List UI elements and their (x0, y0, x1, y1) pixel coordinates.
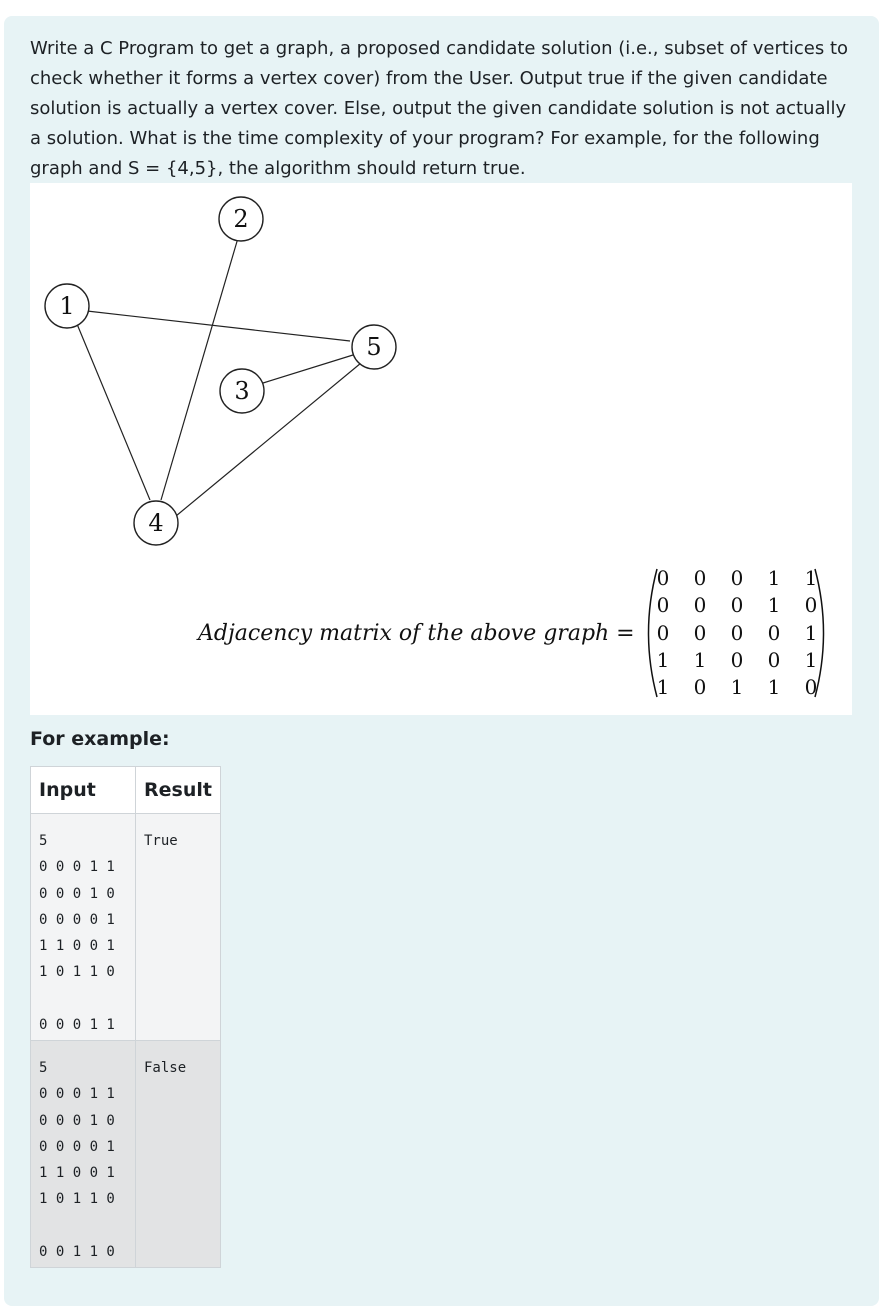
matrix-cell: 0 (730, 593, 744, 617)
matrix-cell: 1 (656, 648, 670, 672)
example-input: 5 0 0 0 1 1 0 0 0 1 0 0 0 0 0 1 1 1 0 0 1 1 0 1 1 0 0 0 1 1 0 (39, 1060, 115, 1261)
matrix-cell: 0 (804, 675, 818, 699)
graph-node-label-5: 5 (366, 333, 382, 361)
graph-diagram (30, 183, 852, 715)
column-header-result: Result (136, 767, 221, 814)
graph-node-label-2: 2 (233, 205, 249, 233)
matrix-cell: 0 (767, 648, 781, 672)
question-text: Write a C Program to get a graph, a proposed candidate solution (i.e., subset of vertices to check whether it forms a vertex cover) from the User. Output true if the given candidate solution is actually a vertex cover. Else, output the given candidate solution is not actually a solution. What is the time complexity of your program? For example, for the following graph and S = {4,5}, the algorithm should return true. (30, 38, 849, 179)
matrix-cell: 0 (730, 621, 744, 645)
example-result-cell (136, 814, 221, 1041)
matrix-cell: 0 (693, 621, 707, 645)
example-result: False (144, 1060, 187, 1076)
matrix-cell: 1 (804, 648, 818, 672)
matrix-cell: 1 (804, 621, 818, 645)
matrix-cell: 1 (767, 593, 781, 617)
matrix-cell: 0 (656, 566, 670, 590)
edge-2-4 (161, 238, 238, 500)
edge-1-5 (87, 311, 350, 341)
matrix-cell: 0 (656, 593, 670, 617)
example-row (31, 814, 221, 1041)
examples-header-row (31, 767, 221, 814)
graph-node-label-1: 1 (59, 292, 75, 320)
matrix-cell: 1 (804, 566, 818, 590)
matrix-cell: 0 (804, 593, 818, 617)
edge-1-4 (77, 324, 150, 500)
matrix-cell: 0 (656, 621, 670, 645)
examples-table (30, 766, 221, 1268)
matrix-cell: 0 (693, 675, 707, 699)
matrix-cell: 1 (693, 648, 707, 672)
matrix-cell: 1 (656, 675, 670, 699)
example-row (31, 1041, 221, 1268)
example-input-cell (31, 1041, 136, 1268)
example-input: 5 0 0 0 1 1 0 0 0 1 0 0 0 0 0 1 1 1 0 0 1 1 0 1 1 0 0 0 0 1 1 (39, 833, 115, 1034)
matrix-cell: 1 (767, 566, 781, 590)
example-result: True (144, 833, 178, 849)
matrix-cell: 0 (767, 621, 781, 645)
matrix-cell: 1 (767, 675, 781, 699)
matrix-cell: 0 (693, 593, 707, 617)
example-result-cell (136, 1041, 221, 1268)
matrix-cell: 0 (730, 648, 744, 672)
matrix-cell: 0 (693, 566, 707, 590)
matrix-label: Adjacency matrix of the above graph = (198, 621, 635, 646)
edge-4-5 (176, 363, 361, 516)
edge-3-5 (263, 355, 353, 383)
example-input-cell (31, 814, 136, 1041)
matrix-cell: 1 (730, 675, 744, 699)
examples-heading: For example: (30, 728, 170, 750)
matrix-cell: 0 (730, 566, 744, 590)
graph-node-label-4: 4 (148, 509, 164, 537)
graph-node-label-3: 3 (234, 377, 250, 405)
graph-figure (30, 183, 852, 715)
column-header-input: Input (31, 767, 136, 814)
